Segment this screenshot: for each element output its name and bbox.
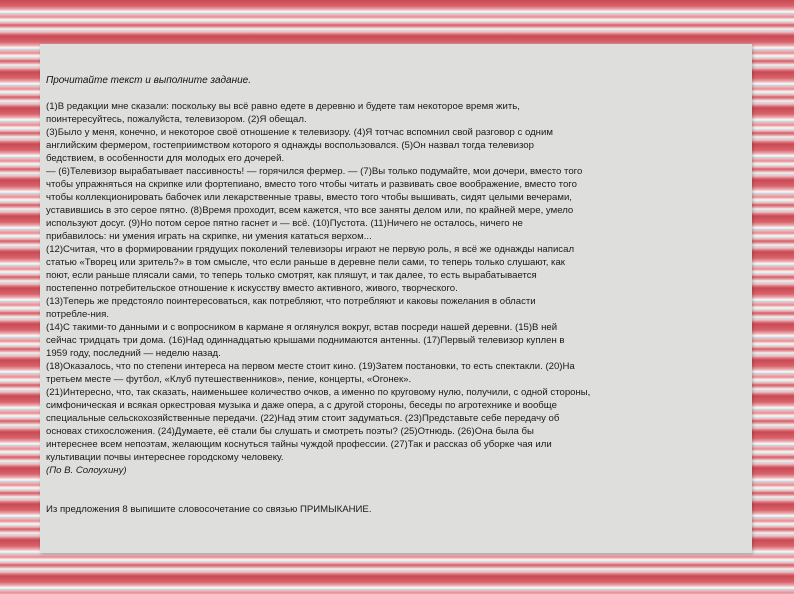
passage-line: интереснее всем непоэтам, желающим коснуться тайны чуждой профессии. (27)Так и рассказ об уборке чая или <box>46 439 552 450</box>
passage-line: симфоническая и всякая оркестровая музыка и даже опера, а с другой стороны, беседы по агротехнике и вообще <box>46 400 557 411</box>
source-attribution: (По В. Солоухину) <box>46 465 127 476</box>
passage-line: основах стихосложения. (24)Думаете, её стали бы слушать и смотреть поэты? (25)Отнюдь. (26)Она была бы <box>46 426 534 437</box>
passage-line: чтобы упражняться на скрипке или фортепиано, вместо того чтобы читать и развивать свое воображение, вместо того <box>46 179 577 190</box>
passage-line: уставившись в это серое пятно. (8)Время проходит, всем кажется, что все заняты делом или, по крайней мере, умело <box>46 205 574 216</box>
passage-line: — (6)Телевизор вырабатывает пассивность! — горячился фермер. — (7)Вы только подумайте, мои дочери, вместо того <box>46 166 583 177</box>
passage-line: сейчас тридцать три дома. (16)Над одиннадцатью крышами поднимаются антенны. (17)Первый телевизор куплен в <box>46 335 565 346</box>
passage-line: прибавилось: ни умения играть на скрипке, ни умения кататься верхом... <box>46 231 372 242</box>
passage-line: (13)Теперь же предстояло поинтересоваться, как потребляют, что потребляют и каковы пожелания в области <box>46 296 536 307</box>
passage-line: статью «Творец или зритель?» в том смысле, что если раньше в деревне пели сами, то теперь только слушают, как <box>46 257 565 268</box>
passage-line: поинтересуйтесь, пожалуйста, телевизором. (2)Я обещал. <box>46 114 307 125</box>
passage-line: (12)Считая, что в формировании грядущих поколений телевизоры играют не первую роль, я всё же однажды написал <box>46 244 575 255</box>
passage-line: чтобы коллекционировать бабочек или лекарственные травы, вместо того чтобы вышивать, сидят целыми вечерами, <box>46 192 572 203</box>
task-heading: Прочитайте текст и выполните задание. <box>46 75 252 86</box>
passage-line: английским фермером, гостеприимством которого я однажды воспользовался. (5)Он назвал тогда телевизор <box>46 140 534 151</box>
passage-line: (18)Оказалось, что по степени интереса на первом месте стоит кино. (19)Затем постановки, то есть спектакли. (20)На <box>46 361 575 372</box>
passage-line: (1)В редакции мне сказали: поскольку вы всё равно едете в деревню и будете там некоторое время жить, <box>46 101 520 112</box>
passage-line: (21)Интересно, что, так сказать, наименьшее количество очков, а именно по круговому нулю, получили, с одной стороны, <box>46 387 591 398</box>
passage-line: потребле-ния. <box>46 309 109 320</box>
passage-line: (3)Было у меня, конечно, и некоторое своё отношение к телевизору. (4)Я тотчас вспомнил свой разговор с одним <box>46 127 553 138</box>
passage-line: культивации почвы интереснее городскому человеку. <box>46 452 284 463</box>
passage-text <box>46 100 736 477</box>
passage-line: постепенно потребительское отношение к искусству вместо активного, живого, творческого. <box>46 283 458 294</box>
passage-line: бедствием, в особенности для молодых его дочерей. <box>46 153 285 164</box>
task-prompt: Из предложения 8 выпишите словосочетание со связью ПРИМЫКАНИЕ. <box>46 504 372 515</box>
passage-line: (14)С такими-то данными и с вопросником в кармане я оглянулся вокруг, встав посреди нашей деревни. (15)В ней <box>46 322 558 333</box>
passage-line: используют досуг. (9)Но потом серое пятно гаснет и — всё. (10)Пустота. (11)Ничего не осталось, ничего не <box>46 218 523 229</box>
passage-line: третьем месте — футбол, «Клуб путешественников», пение, концерты, «Огонек». <box>46 374 412 385</box>
passage-line: поют, если раньше плясали сами, то теперь только смотрят, как пляшут, и так далее, то есть вырабатывается <box>46 270 537 281</box>
content-panel <box>40 44 752 553</box>
passage-line: 1959 году, последний — неделю назад. <box>46 348 221 359</box>
passage-line: специальные сельскохозяйственные передачи. (22)Над этим стоит задуматься. (23)Представьте себе передачу об <box>46 413 560 424</box>
